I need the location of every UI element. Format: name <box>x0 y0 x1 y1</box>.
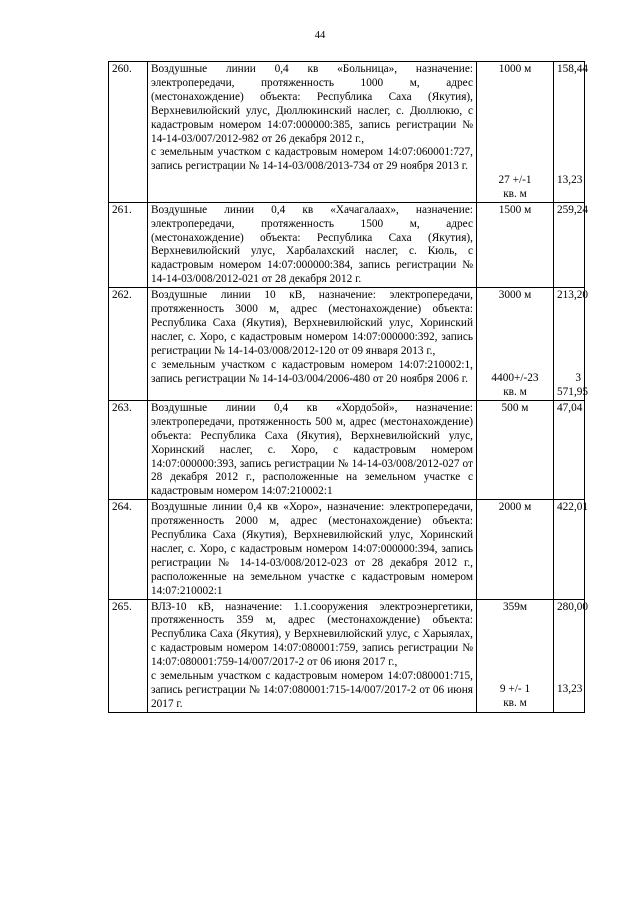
row-number: 264. <box>109 500 148 599</box>
object-length: 359м <box>502 600 528 613</box>
object-length: 1000 м <box>498 63 532 75</box>
page-number: 44 <box>314 30 326 41</box>
table-row <box>109 599 585 712</box>
object-value: 422,01 <box>557 501 589 514</box>
object-value: 280,00 <box>557 600 589 613</box>
row-number: 263. <box>109 400 148 499</box>
row-number: 260. <box>109 62 148 203</box>
row-description <box>148 288 477 401</box>
object-length: 500 м <box>501 401 529 414</box>
land-plot-value: 13,23 <box>557 683 583 696</box>
land-plot-area: 9 +/- 1 <box>499 683 531 696</box>
row-description <box>148 62 477 203</box>
table-row <box>109 500 585 599</box>
row-description <box>148 500 477 599</box>
object-length: 3000 м <box>498 289 532 302</box>
table-row <box>109 400 585 499</box>
row-area <box>477 288 554 401</box>
land-plot-area: 4400+/-23 <box>491 372 539 385</box>
row-value <box>554 400 585 499</box>
row-number: 262. <box>109 288 148 401</box>
row-value <box>554 500 589 599</box>
object-description: ВЛЗ-10 кВ, назначение: 1.1.сооружения электроэнергетики, протяженность 359 м, адрес (местонахождение) объекта: Республика Саха (Якутия), у Верхневилюйский улус, с Харыялах, с кадастровым номером 14:07:080001:759, запись регистрации № 14:07:080001:759-14/007/2017-2 от 06 июня 2017 г., <box>151 600 473 669</box>
land-plot-description: с земельным участком с кадастровым номером 14:07:210002:1, запись регистрации № 14-14-03/004/2006-480 от 20 ноября 2006 г. <box>151 358 473 385</box>
object-value: 47,04 <box>557 401 583 414</box>
object-description: Воздушные линии 0,4 кв «Больница», назначение: электропередачи, протяженность 1000 м, адрес (местонахождение) объекта: Республика Саха (Якутия), Верхневилюйский улус, Дюллюкинский наслег, с. Дюллюкю, с кадастровым номером 14:07:000000:385, запись регистрации № 14-14-03/007/2012-982 от 26 декабря 2012 г., <box>151 63 473 145</box>
row-value <box>554 599 589 712</box>
row-description <box>148 400 477 499</box>
object-length: 1500 м <box>498 203 532 216</box>
property-registry-table <box>108 61 589 713</box>
land-plot-area-unit: кв. м <box>503 385 527 398</box>
row-area <box>477 400 554 499</box>
land-plot-description: с земельным участком с кадастровым номером 14:07:060001:727, запись регистрации № 14-14-03/008/2013-734 от 29 ноября 2013 г. <box>151 146 473 173</box>
row-number: 261. <box>109 202 148 287</box>
object-description: Воздушные линии 0,4 кв «Хоро», назначение: электропередачи, протяженность 2000 м, адрес (местонахождение) объекта: Республика Саха (Якутия), Верхневилюйский улус, Хоринский наслег, с. Хоро, с кадастровым номером 14:07:000000:394, запись регистрации № 14-14-03/008/2012-023 от 28 декабря 2012 г., расположенные на земельном участке с кадастровым номером 14:07:210002:1 <box>151 501 473 597</box>
land-plot-description: с земельным участком с кадастровым номером 14:07:080001:715, запись регистрации № 14:07:080001:715-14/007/2017-2 от 06 июня 2017 г. <box>151 670 473 710</box>
land-plot-value: 3 571,95 <box>557 372 589 398</box>
object-value: 259,24 <box>557 203 589 216</box>
table-row <box>109 62 585 203</box>
row-value <box>554 202 589 287</box>
land-plot-value: 13,23 <box>557 173 583 186</box>
row-area <box>477 202 554 287</box>
row-value <box>554 288 589 401</box>
object-value: 213,20 <box>557 289 589 302</box>
object-value: 158,44 <box>557 63 589 75</box>
land-plot-area-unit: кв. м <box>503 697 527 710</box>
object-description: Воздушные линии 0,4 кв «Хордо5ой», назначение: электропередачи, протяженность 500 м, адрес (местонахождение) объекта: Республика Саха (Якутия), Верхневилюйский улус, Хоринский наслег, с. Хоро, с кадастровым номером 14:07:000000:393, запись регистрации № 14-14-03/008/2012-027 от 28 декабря 2012 г., расположенные на земельном участке с кадастровым номером 14:07:210002:1 <box>151 401 473 498</box>
row-description <box>148 202 477 287</box>
row-value <box>554 62 589 203</box>
row-area <box>477 500 554 599</box>
object-description: Воздушные линии 10 кВ, назначение: электропередачи, протяженность 3000 м, адрес (местонахождение) объекта: Республика Саха (Якутия), Верхневилюйский улус, Хоринский наслег, с. Хоро, с кадастровым номером 14:07:000000:392, запись регистрации № 14-14-03/008/2012-120 от 09 января 2013 г., <box>151 289 473 357</box>
table-row <box>109 288 585 401</box>
row-area <box>477 599 554 712</box>
land-plot-area-unit: кв. м <box>503 187 527 200</box>
object-length: 2000 м <box>498 501 532 514</box>
table-row <box>109 202 585 287</box>
row-description <box>148 599 477 712</box>
object-description: Воздушные линии 0,4 кв «Хачагалаах», назначение: электропередачи, протяженность 1500 м, адрес (местонахождение) объекта: Республика Саха (Якутия), Верхневилюйский улус, Харбалахский наслег, с. Кюль, с кадастровым номером 14:07:000000:384, запись регистрации № 14-14-03/008/2012-021 от 28 декабря 2012 г. <box>151 203 473 286</box>
row-area <box>477 62 554 203</box>
row-number: 265. <box>109 599 148 712</box>
land-plot-area: 27 +/-1 <box>498 173 532 186</box>
